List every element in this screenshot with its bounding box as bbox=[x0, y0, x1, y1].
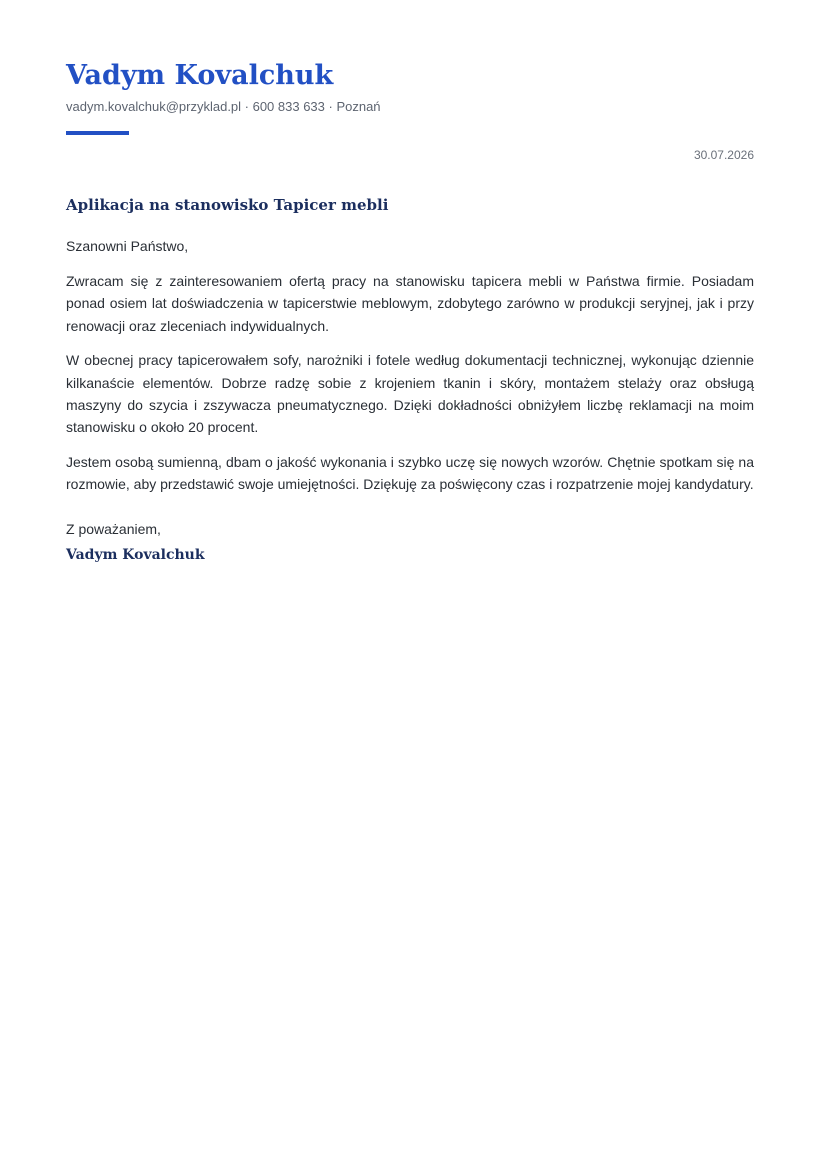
contact-info: vadym.kovalchuk@przyklad.pl · 600 833 633 · Poznań bbox=[66, 99, 381, 114]
signature: Vadym Kovalchuk bbox=[66, 547, 205, 563]
letter-date: 30.07.2026 bbox=[693, 148, 754, 162]
body-paragraph-2: W obecnej pracy tapicerowałem sofy, narożniki i fotele według dokumentacji technicznej, wykonując dziennie kilkanaście elementów. Dobrze radzę sobie z krojeniem tkanin i skóry, montażem stelaży oraz obsługą maszyny do szycia i zszywacza pneumatycznego. Dzięki dokładności obniżyłem liczbę reklamacji na moim stanowisku o około 20 procent. bbox=[66, 352, 754, 436]
accent-divider bbox=[66, 131, 129, 135]
letter-body bbox=[66, 270, 754, 508]
applicant-name: Vadym Kovalchuk bbox=[66, 60, 334, 91]
closing: Z poważaniem, bbox=[66, 521, 161, 537]
body-paragraph-3: Jestem osobą sumienną, dbam o jakość wykonania i szybko uczę się nowych wzorów. Chętnie spotkam się na rozmowie, aby przedstawić swoje umiejętności. Dziękuję za poświęcony czas i rozpatrzenie mojej kandydatury. bbox=[66, 453, 754, 493]
body-paragraph-1: Zwracam się z zainteresowaniem ofertą pracy na stanowisku tapicera mebli w Państwa firmie. Posiadam ponad osiem lat doświadczenia w tapicerstwie meblowym, zdobytego zarówno w produkcji seryjnej, jak i przy renowacji oraz zleceniach indywidualnych. bbox=[66, 273, 754, 334]
salutation: Szanowni Państwo, bbox=[66, 238, 189, 254]
letter-subject: Aplikacja na stanowisko Tapicer mebli bbox=[66, 196, 389, 214]
